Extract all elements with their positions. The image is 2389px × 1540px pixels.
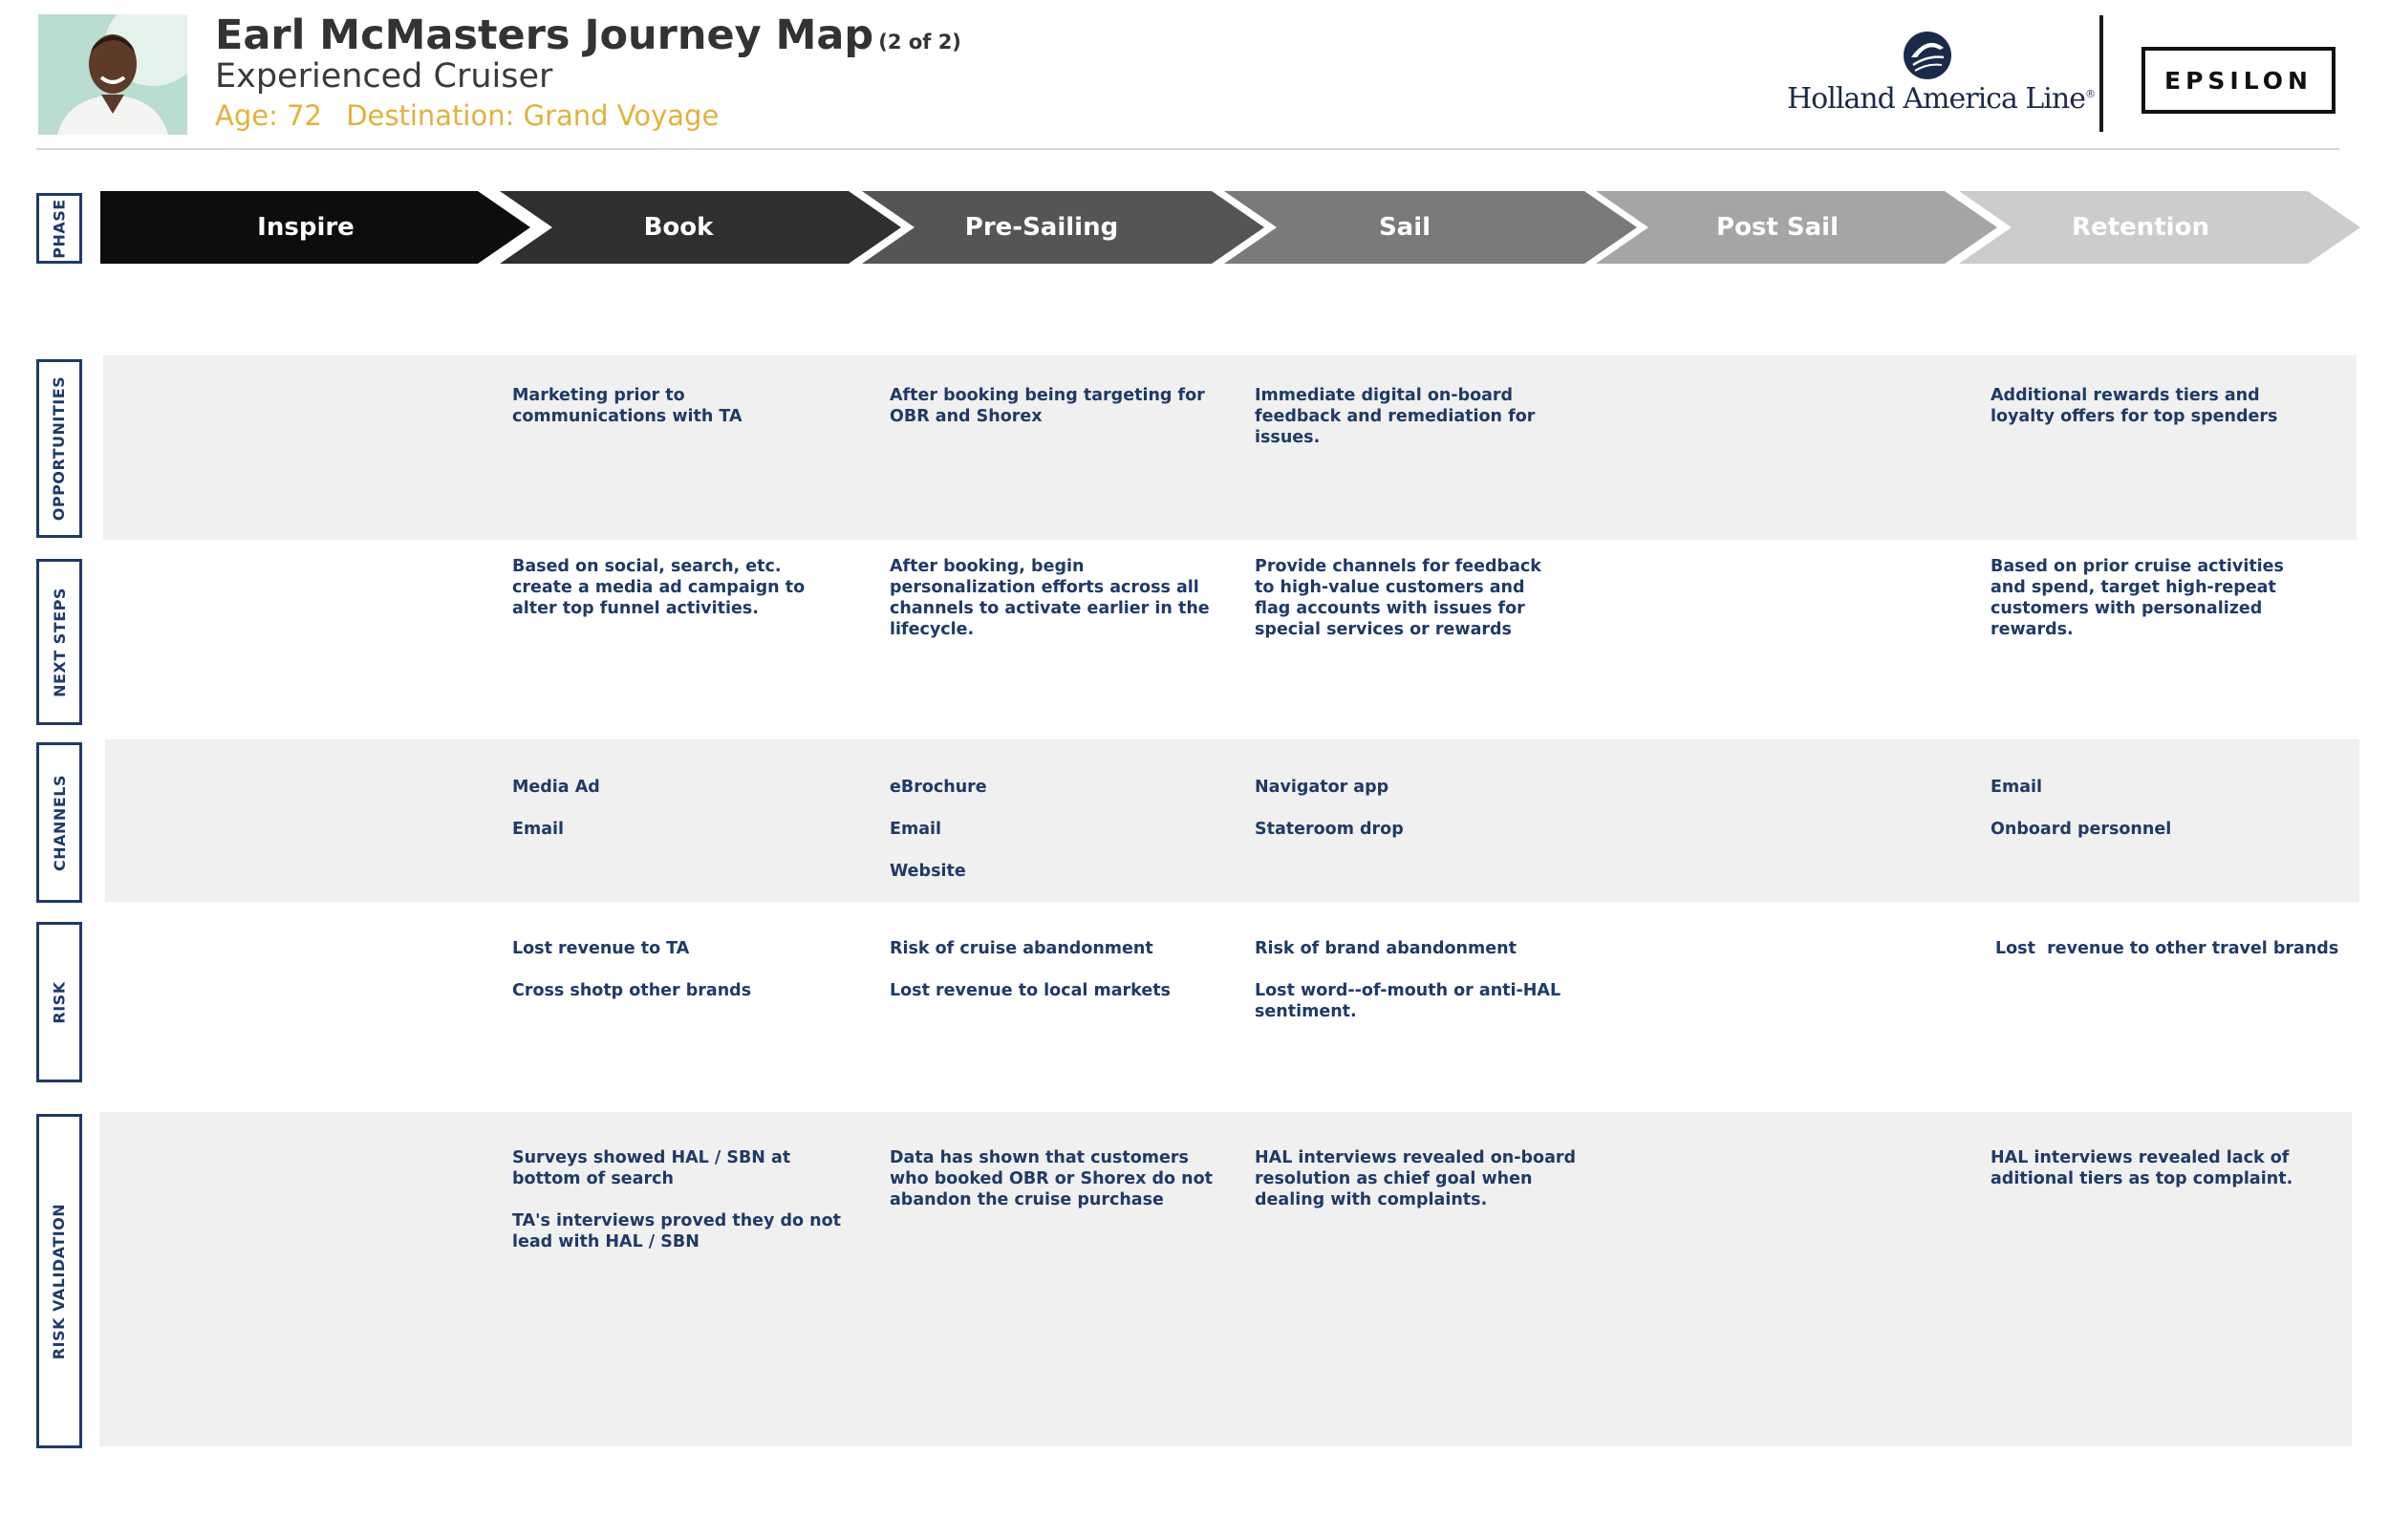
risk-book-cell <box>512 938 842 1022</box>
phase-pre-sailing-label: Pre-Sailing <box>964 213 1119 242</box>
opportunity-item: Marketing prior to communications with TA <box>512 386 743 426</box>
risk-validation-sail-cell <box>1255 1147 1584 1231</box>
channel-item: Email <box>890 820 941 839</box>
opportunity-item: Immediate digital on-board feedback and remediation for issues. <box>1255 386 1536 447</box>
channel-item: Stateroom drop <box>1255 820 1404 839</box>
opportunities-retention-cell <box>1991 385 2320 448</box>
risk-item: Lost revenue to TA <box>512 939 690 958</box>
row-label-risk: RISK <box>36 922 82 1082</box>
risk-validation-item: HAL interviews revealed on-board resolution as chief goal when dealing with complaints. <box>1255 1148 1577 1209</box>
channels-book-cell <box>512 777 842 861</box>
row-label-phase: PHASE <box>36 193 82 264</box>
channels-sail-cell <box>1255 777 1584 861</box>
phase-post-sail-label: Post Sail <box>1716 213 1839 242</box>
risk-validation-item: TA's interviews proved they do not lead with HAL / SBN <box>512 1211 842 1251</box>
row-label-opportunities: OPPORTUNITIES <box>36 359 82 538</box>
next-step-item: Based on prior cruise activities and spend, target high-repeat customers with personalized rewards. <box>1991 557 2284 639</box>
phase-retention-label: Retention <box>2072 213 2209 242</box>
holland-america-logo <box>1787 29 2093 124</box>
opportunities-pre-sailing-cell <box>890 385 1219 448</box>
channel-item: eBrochure <box>890 778 987 797</box>
opportunities-book-cell <box>512 385 842 448</box>
risk-item: Lost word--of-mouth or anti-HAL sentiment. <box>1255 981 1561 1021</box>
persona-destination: Destination: Grand Voyage <box>346 99 720 132</box>
phase-inspire-label: Inspire <box>257 213 355 242</box>
next-steps-pre-sailing-cell <box>890 556 1219 661</box>
next-steps-retention-cell <box>1991 556 2320 661</box>
next-step-item: Based on social, search, etc. create a media ad campaign to alter top funnel activities. <box>512 557 806 618</box>
risk-validation-item: HAL interviews revealed lack of aditional tiers as top complaint. <box>1991 1148 2293 1188</box>
channel-item: Navigator app <box>1255 778 1389 797</box>
hal-registered-mark: ® <box>2084 88 2095 100</box>
persona-meta <box>215 99 719 132</box>
opportunities-sail-cell <box>1255 385 1584 469</box>
risk-item: Lost revenue to other travel brands <box>1995 939 2339 958</box>
persona-avatar <box>38 14 187 135</box>
row-label-risk-validation: RISK VALIDATION <box>36 1114 82 1448</box>
next-step-item: Provide channels for feedback to high-value customers and flag accounts with issues for special services or rewards <box>1255 557 1541 639</box>
risk-item: Risk of cruise abandonment <box>890 939 1153 958</box>
opportunity-item: After booking being targeting for OBR and Shorex <box>890 386 1205 426</box>
channel-item: Email <box>1991 778 2042 797</box>
row-label-channels: CHANNELS <box>36 742 82 903</box>
phase-sail-label: Sail <box>1378 213 1431 242</box>
risk-item: Lost revenue to local markets <box>890 981 1171 1000</box>
page-title: Earl McMasters Journey Map <box>215 11 874 59</box>
hal-ship-icon <box>1902 29 1953 82</box>
page-count: (2 of 2) <box>878 31 961 53</box>
risk-pre-sailing-cell <box>890 938 1219 1022</box>
risk-validation-book-cell <box>512 1147 842 1273</box>
opportunity-item: Additional rewards tiers and loyalty offers for top spenders <box>1991 386 2278 426</box>
risk-validation-pre-sailing-cell <box>890 1147 1219 1231</box>
next-step-item: After booking, begin personalization efforts across all channels to activate earlier in the lifecycle. <box>890 557 1210 639</box>
persona-subtitle: Experienced Cruiser <box>215 57 553 96</box>
risk-validation-item: Data has shown that customers who booked OBR or Shorex do not abandon the cruise purchase <box>890 1148 1213 1209</box>
phase-book-label: Book <box>643 213 714 242</box>
logo-divider <box>2099 15 2103 132</box>
next-steps-sail-cell <box>1255 556 1560 661</box>
hal-logo-text: Holland America Line <box>1787 82 2085 116</box>
channels-retention-cell <box>1991 777 2320 861</box>
risk-validation-item: Surveys showed HAL / SBN at bottom of search <box>512 1148 791 1188</box>
epsilon-logo: EPSILON <box>2141 47 2335 114</box>
channel-item: Onboard personnel <box>1991 820 2172 839</box>
channel-item: Website <box>890 862 966 881</box>
next-steps-book-cell <box>512 556 842 640</box>
risk-sail-cell <box>1255 938 1584 1043</box>
persona-age: Age: 72 <box>215 99 322 132</box>
header-divider <box>36 148 2339 150</box>
row-label-next-steps: NEXT STEPS <box>36 559 82 725</box>
channels-pre-sailing-cell <box>890 777 1219 903</box>
title-line <box>215 11 961 59</box>
risk-item: Risk of brand abandonment <box>1255 939 1517 958</box>
channel-item: Media Ad <box>512 778 600 797</box>
channel-item: Email <box>512 820 564 839</box>
risk-retention-cell <box>1995 938 2339 980</box>
risk-item: Cross shotp other brands <box>512 981 752 1000</box>
risk-validation-retention-cell <box>1991 1147 2320 1210</box>
